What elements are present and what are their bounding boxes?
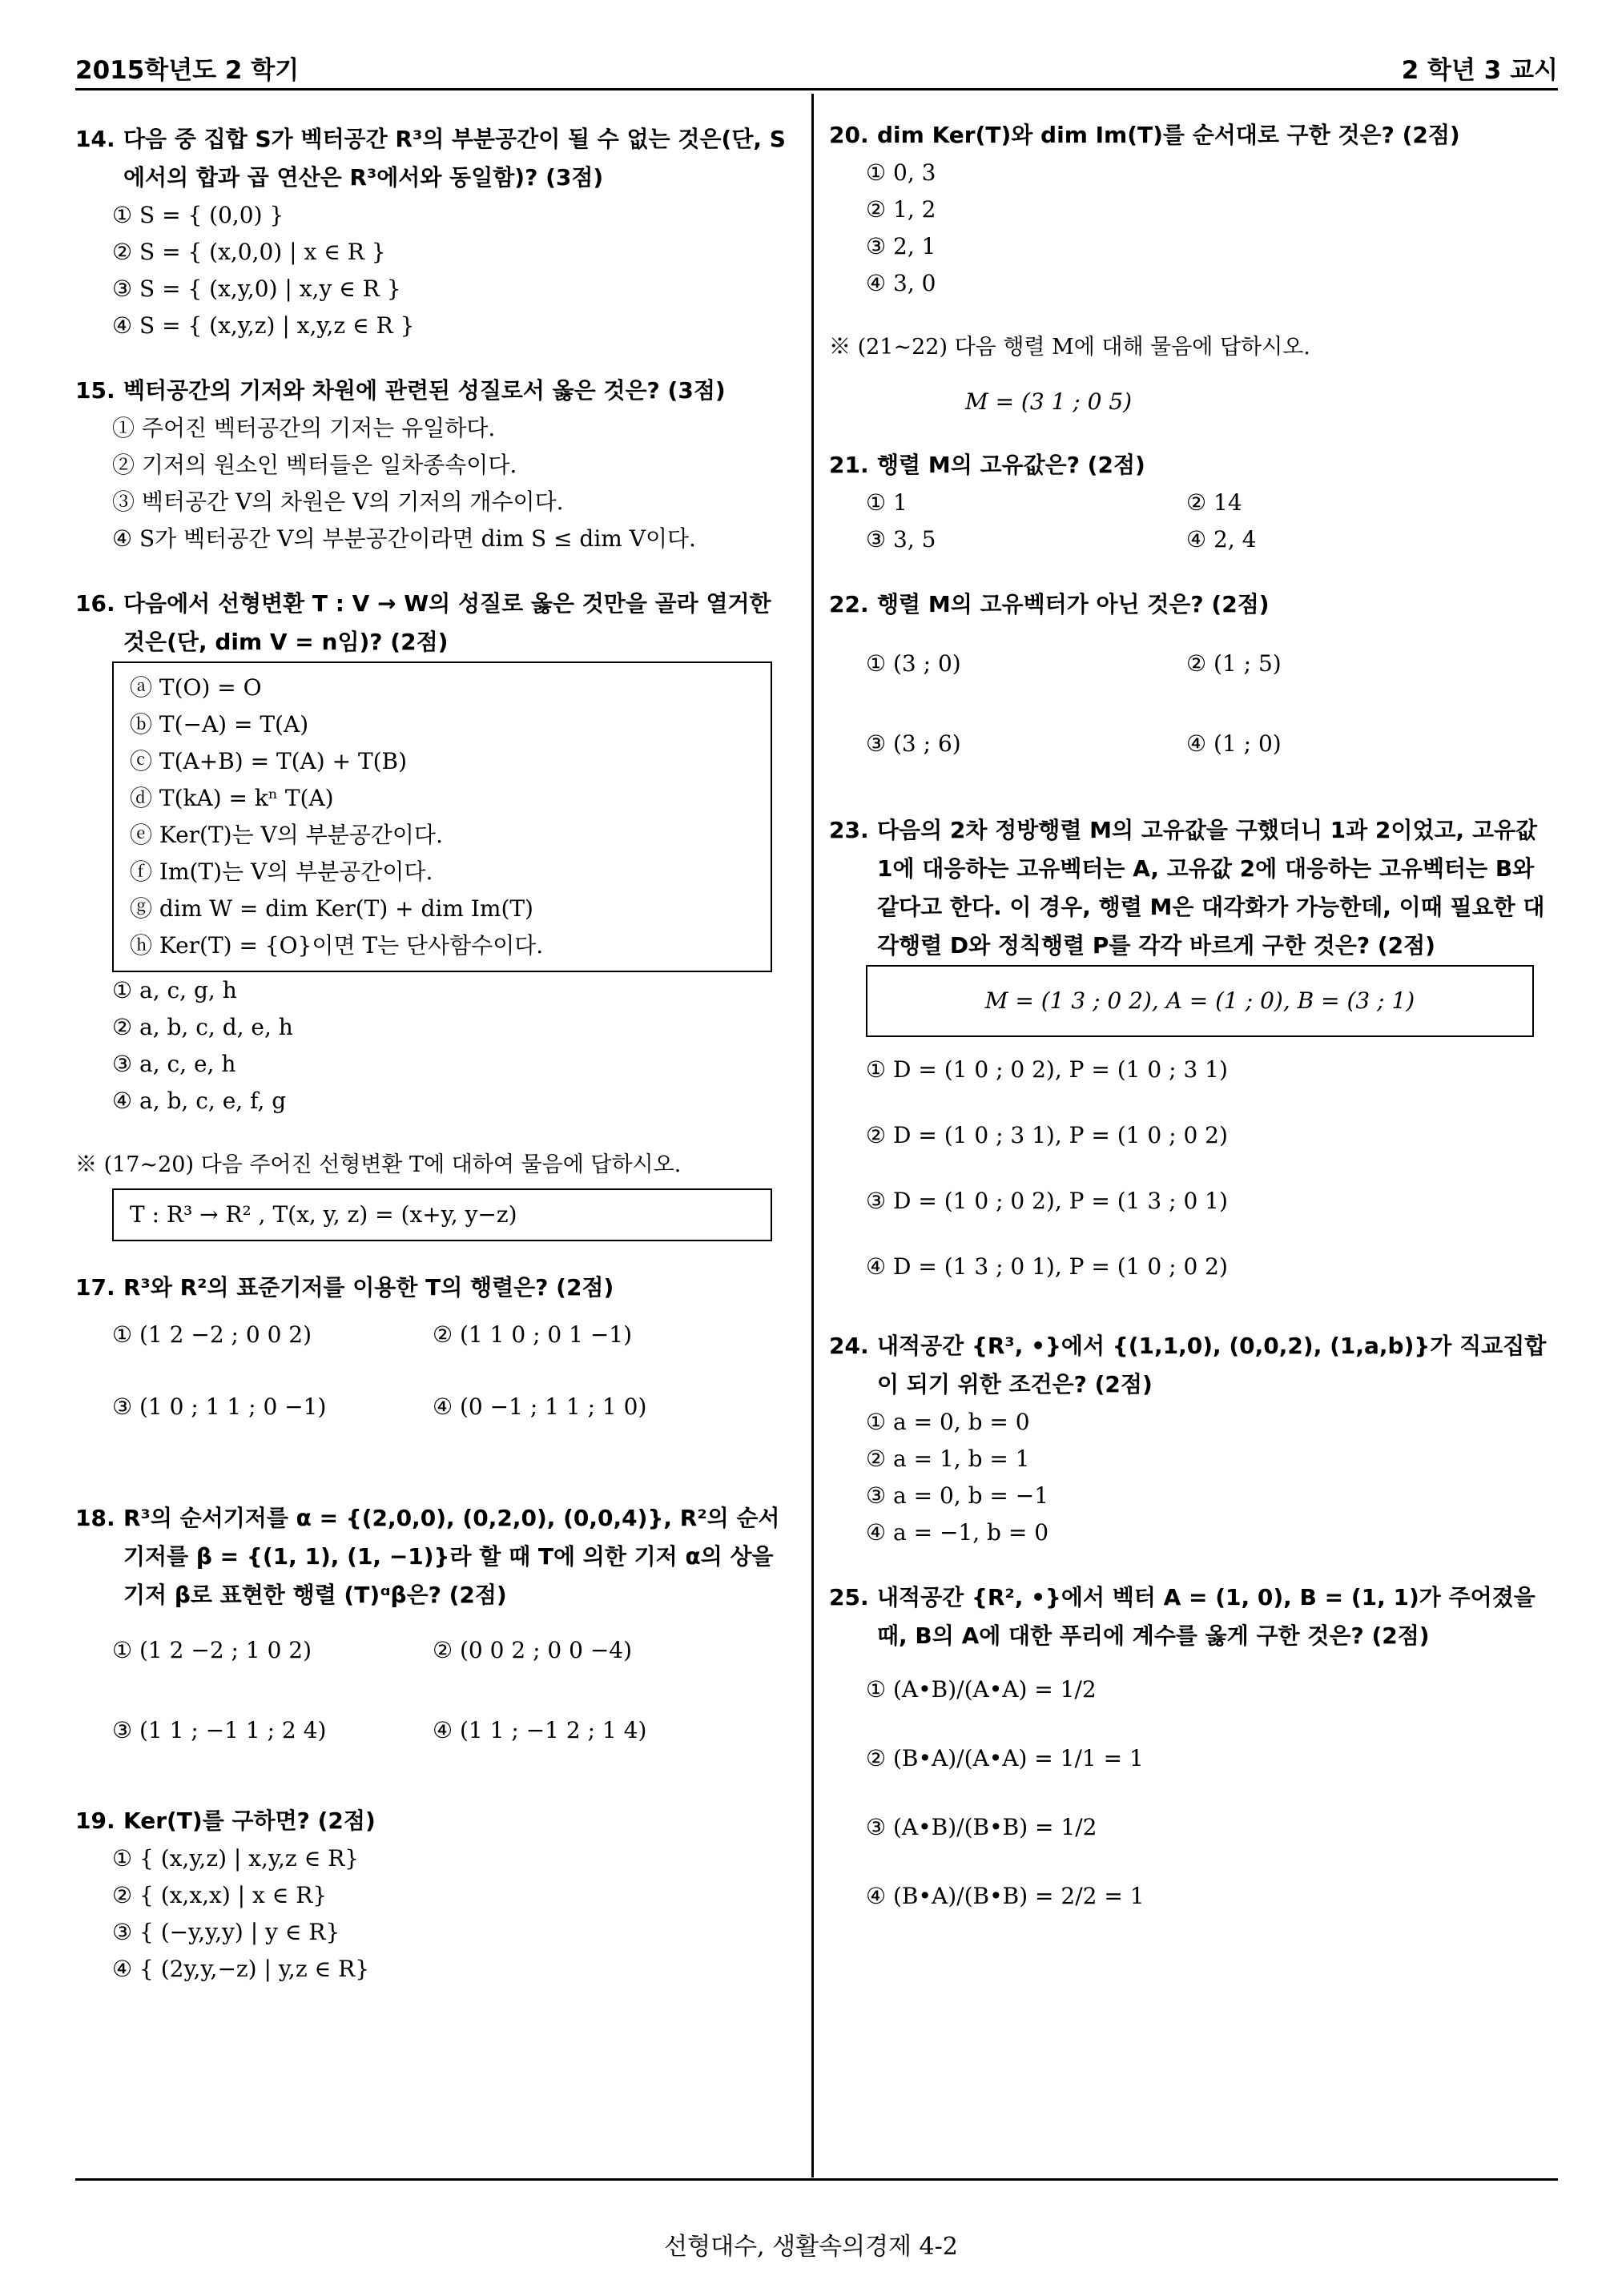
q16-statement-c: ⓒ T(A+B) = T(A) + T(B) (130, 748, 408, 774)
q20-option-2[interactable]: ② 1, 2 (866, 196, 936, 223)
q24-option-4[interactable]: ④ a = −1, b = 0 (866, 1519, 1049, 1546)
q15-option-3[interactable]: ③ 벡터공간 V의 차원은 V의 기저의 개수이다. (112, 489, 564, 515)
q16-statement-b: ⓑ T(−A) = T(A) (130, 711, 309, 738)
q19-option-1[interactable]: ① { (x,y,z) | x,y,z ∈ R} (112, 1845, 360, 1872)
q21-option-4[interactable]: ④ 2, 4 (1186, 526, 1257, 553)
q17-option-2[interactable]: ② (1 1 0 ; 0 1 −1) (433, 1321, 633, 1348)
q16-option-4[interactable]: ④ a, b, c, e, f, g (112, 1088, 287, 1114)
q16-statement-box (112, 661, 772, 972)
q16-statement-e: ⓔ Ker(T)는 V의 부분공간이다. (130, 822, 443, 848)
q16-statement-d: ⓓ T(kA) = kⁿ T(A) (130, 785, 334, 811)
question-25: 25. 내적공간 {R², •}에서 벡터 A = (1, 0), B = (1, 1)가 주어졌을 때, B의 A에 대한 푸리에 계수를 옳게 구한 것은? (2점) (829, 1584, 1535, 1649)
q23-given-box: M = (1 3 ; 0 2), A = (1 ; 0), B = (3 ; 1) (866, 965, 1534, 1037)
q20-option-4[interactable]: ④ 3, 0 (866, 270, 936, 296)
question-18: 18. R³의 순서기저를 α = {(2,0,0), (0,2,0), (0,0,4)}, R²의 순서기저를 β = {(1, 1), (1, −1)}라 할 때 T에 의한 기저 α의 상을 기저 β로 표현한 행렬 (T)ᵅβ은? (2점) (75, 1505, 780, 1608)
q18-option-4[interactable]: ④ (1 1 ; −1 2 ; 1 4) (433, 1717, 647, 1743)
header-right: 2 학년 3 교시 (1401, 56, 1558, 85)
q20-option-1[interactable]: ① 0, 3 (866, 159, 936, 186)
q16-statement-a: ⓐ T(O) = O (130, 674, 262, 701)
q24-option-1[interactable]: ① a = 0, b = 0 (866, 1409, 1030, 1435)
q17-options (112, 1307, 796, 1451)
q22-options (866, 624, 1550, 784)
header-rule (75, 88, 1558, 90)
q16-statement-f: ⓕ Im(T)는 V의 부분공간이다. (130, 858, 433, 885)
q14-option-4[interactable]: ④ S = { (x,y,z) | x,y,z ∈ R } (112, 312, 415, 339)
question-17: 17. R³와 R²의 표준기저를 이용한 T의 행렬은? (2점) (75, 1274, 614, 1301)
question-23: 23. 다음의 2차 정방행렬 M의 고유값을 구했더니 1과 2이었고, 고유값 1에 대응하는 고유벡터는 A, 고유값 2에 대응하는 고유벡터는 B와 같다고 한다. 이 경우, 행렬 M은 대각화가 가능한데, 이때 필요한 대각행렬 D와 정칙행렬 P를 각각 바르게 구한 것은? (2점) (829, 817, 1545, 959)
q22-option-1[interactable]: ① (3 ; 0) (866, 650, 961, 677)
q18-option-3[interactable]: ③ (1 1 ; −1 1 ; 2 4) (112, 1717, 327, 1743)
question-22: 22. 행렬 M의 고유벡터가 아닌 것은? (2점) (829, 591, 1270, 617)
column-divider (811, 94, 814, 2177)
right-column (829, 116, 1550, 1931)
q16-statement-g: ⓖ dim W = dim Ker(T) + dim Im(T) (130, 895, 533, 922)
q19-option-2[interactable]: ② { (x,x,x) | x ∈ R} (112, 1882, 328, 1908)
q23-option-1[interactable]: ① D = (1 0 ; 0 2), P = (1 0 ; 3 1) (866, 1056, 1228, 1083)
question-24: 24. 내적공간 {R³, •}에서 {(1,1,0), (0,0,2), (1,a,b)}가 직교집합이 되기 위한 조건은? (2점) (829, 1333, 1547, 1397)
q19-option-3[interactable]: ③ { (−y,y,y) | y ∈ R} (112, 1919, 340, 1945)
q23-option-2[interactable]: ② D = (1 0 ; 3 1), P = (1 0 ; 0 2) (866, 1122, 1228, 1148)
q21-option-1[interactable]: ① 1 (866, 489, 908, 516)
question-16: 16. 다음에서 선형변환 T : V → W의 성질로 옳은 것만을 골라 열거한 것은(단, dim V = n임)? (2점) (75, 590, 771, 655)
header-left: 2015학년도 2 학기 (75, 56, 300, 85)
q17-option-1[interactable]: ① (1 2 −2 ; 0 0 2) (112, 1321, 312, 1348)
q16-option-3[interactable]: ③ a, c, e, h (112, 1051, 236, 1077)
q18-option-1[interactable]: ① (1 2 −2 ; 1 0 2) (112, 1637, 312, 1663)
instruction-17-20: ※ (17∼20) 다음 주어진 선형변환 T에 대하여 물음에 답하시오. (75, 1152, 682, 1177)
q18-option-2[interactable]: ② (0 0 2 ; 0 0 −4) (433, 1637, 633, 1663)
q18-options (112, 1614, 796, 1775)
question-20: 20. dim Ker(T)와 dim Im(T)를 순서대로 구한 것은? (2점) (829, 122, 1460, 148)
q14-option-1[interactable]: ① S = { (0,0) } (112, 202, 284, 228)
q16-statement-h: ⓗ Ker(T) = {O}이면 T는 단사함수이다. (130, 932, 544, 959)
footer-rule (75, 2178, 1558, 2181)
question-15: 15. 벡터공간의 기저와 차원에 관련된 성질로서 옳은 것은? (3점) (75, 377, 726, 404)
q22-option-4[interactable]: ④ (1 ; 0) (1186, 730, 1282, 757)
transformation-box: T : R³ → R² , T(x, y, z) = (x+y, y−z) (112, 1188, 772, 1241)
q22-option-2[interactable]: ② (1 ; 5) (1186, 650, 1282, 677)
q16-option-1[interactable]: ① a, c, g, h (112, 977, 237, 1003)
q21-option-3[interactable]: ③ 3, 5 (866, 526, 936, 553)
page-footer: 선형대수, 생활속의경제 4-2 (664, 2233, 958, 2261)
q23-option-4[interactable]: ④ D = (1 3 ; 0 1), P = (1 0 ; 0 2) (866, 1253, 1228, 1280)
q15-option-2[interactable]: ② 기저의 원소인 벡터들은 일차종속이다. (112, 452, 517, 478)
q20-option-3[interactable]: ③ 2, 1 (866, 233, 936, 259)
q15-option-1[interactable]: ① 주어진 벡터공간의 기저는 유일하다. (112, 415, 496, 441)
q25-option-2[interactable]: ② (B•A)/(A•A) = 1/1 = 1 (866, 1745, 1144, 1771)
q14-option-3[interactable]: ③ S = { (x,y,0) | x,y ∈ R } (112, 275, 401, 302)
q21-options (866, 485, 1550, 558)
q24-option-3[interactable]: ③ a = 0, b = −1 (866, 1482, 1049, 1509)
left-column (75, 120, 796, 1988)
q24-option-2[interactable]: ② a = 1, b = 1 (866, 1446, 1030, 1472)
q15-option-4[interactable]: ④ S가 벡터공간 V의 부분공간이라면 dim S ≤ dim V이다. (112, 525, 696, 552)
q22-option-3[interactable]: ③ (3 ; 6) (866, 730, 961, 757)
q14-option-2[interactable]: ② S = { (x,0,0) | x ∈ R } (112, 239, 386, 265)
q17-option-3[interactable]: ③ (1 0 ; 1 1 ; 0 −1) (112, 1393, 327, 1420)
matrix-m: M = (3 1 ; 0 5) (965, 388, 1133, 415)
q25-option-3[interactable]: ③ (A•B)/(B•B) = 1/2 (866, 1814, 1097, 1840)
question-14: 14. 다음 중 집합 S가 벡터공간 R³의 부분공간이 될 수 없는 것은(단, S에서의 합과 곱 연산은 R³에서와 동일함)? (3점) (75, 126, 786, 191)
instruction-21-22: ※ (21∼22) 다음 행렬 M에 대해 물음에 답하시오. (829, 335, 1310, 360)
question-19: 19. Ker(T)를 구하면? (2점) (75, 1807, 376, 1834)
q25-option-1[interactable]: ① (A•B)/(A•A) = 1/2 (866, 1676, 1097, 1703)
q17-option-4[interactable]: ④ (0 −1 ; 1 1 ; 1 0) (433, 1393, 647, 1420)
q21-option-2[interactable]: ② 14 (1186, 489, 1242, 516)
question-21: 21. 행렬 M의 고유값은? (2점) (829, 452, 1145, 478)
q25-option-4[interactable]: ④ (B•A)/(B•B) = 2/2 = 1 (866, 1883, 1145, 1909)
q16-option-2[interactable]: ② a, b, c, d, e, h (112, 1014, 293, 1040)
q23-option-3[interactable]: ③ D = (1 0 ; 0 2), P = (1 3 ; 0 1) (866, 1188, 1228, 1214)
q19-option-4[interactable]: ④ { (2y,y,−z) | y,z ∈ R} (112, 1956, 370, 1982)
